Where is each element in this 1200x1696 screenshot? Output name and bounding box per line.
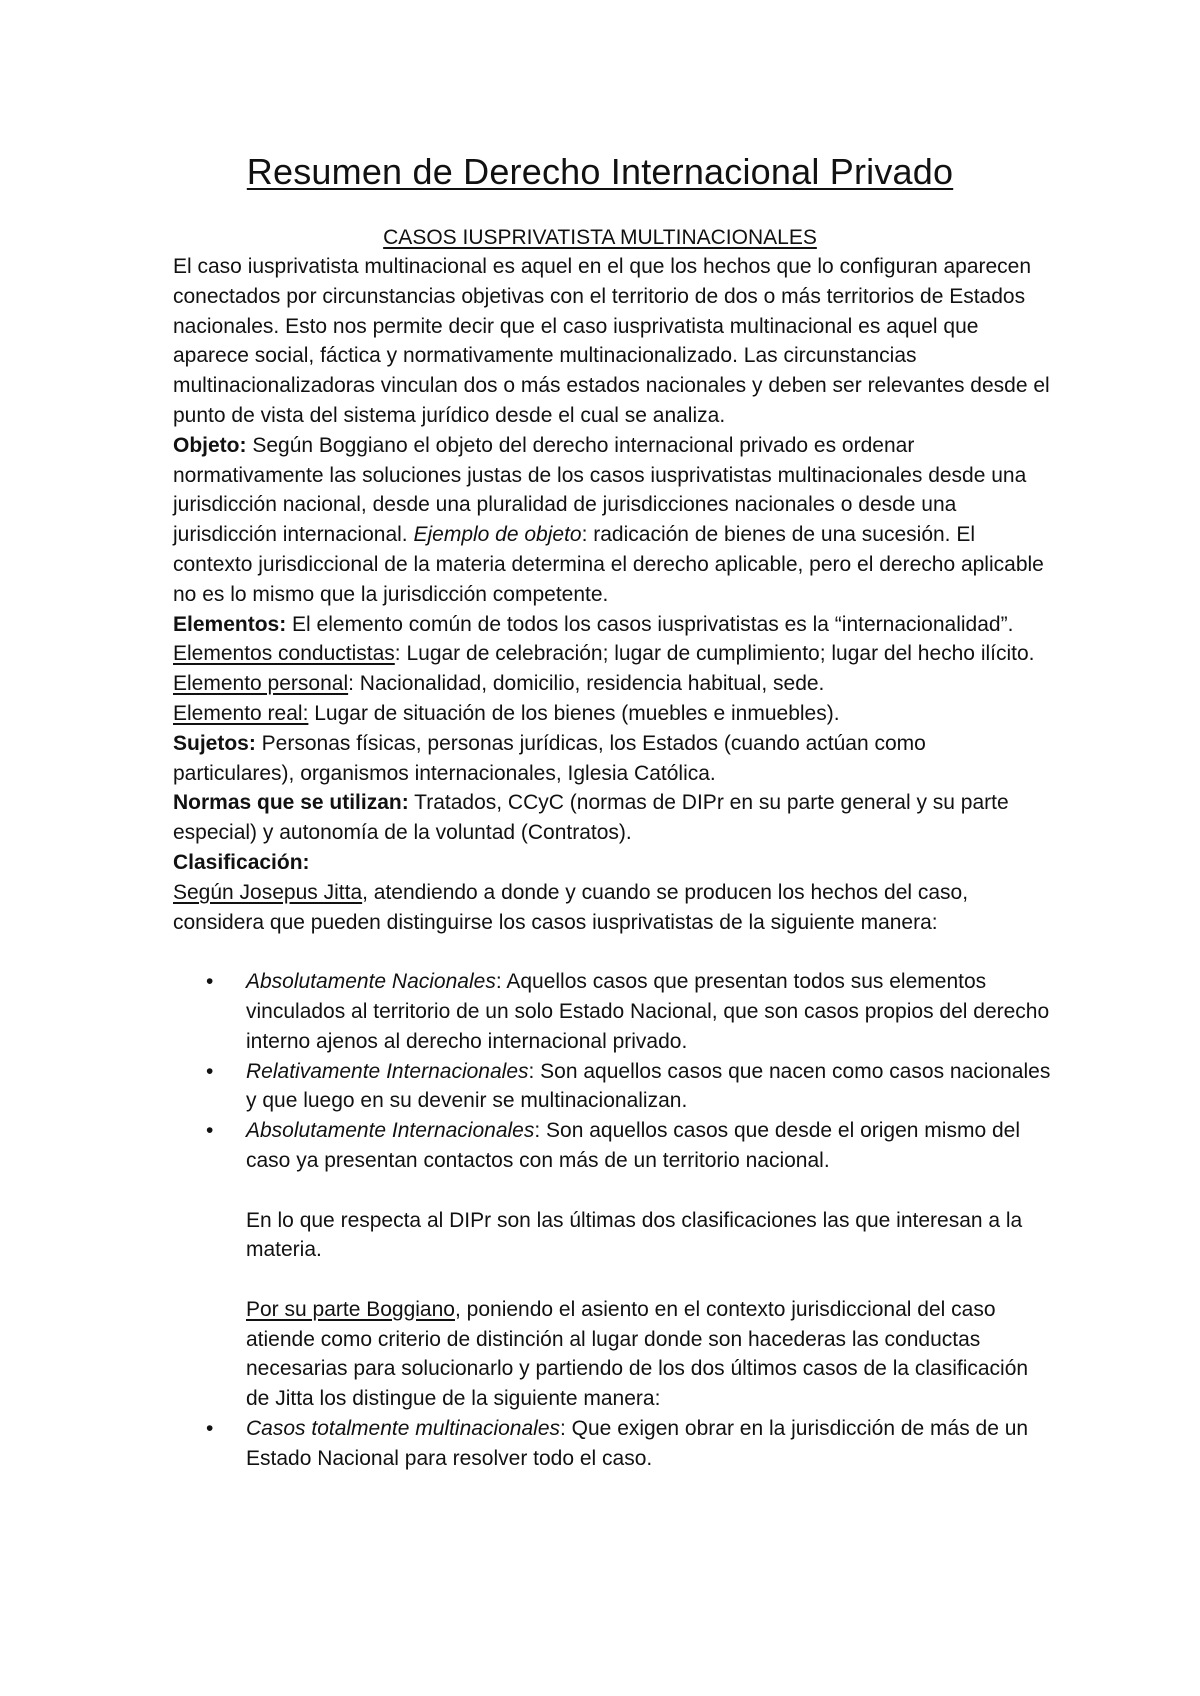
list-item-term: Absolutamente Internacionales [246, 1119, 535, 1143]
clasificacion-heading [173, 848, 1053, 878]
bullet-icon: • [206, 1059, 214, 1083]
bullet-icon: • [206, 970, 214, 994]
document-body [173, 252, 1053, 1474]
list-item-text: : Que exigen obrar en la jurisdicción de más de un Estado Nacional para resolver todo el caso. [246, 1417, 1029, 1470]
boggiano-label: Por su parte Boggiano [246, 1297, 455, 1321]
list-item [173, 1057, 1053, 1117]
bullet-icon: • [206, 1417, 214, 1441]
sujetos-label: Sujetos: [173, 731, 256, 755]
elementos-text: El elemento común de todos los casos iusprivatistas es la “internacionalidad”. [286, 612, 1014, 636]
elementos-conductistas-label: Elementos conductistas [173, 642, 395, 666]
jitta-text: , atendiendo a donde y cuando se producen los hechos del caso, considera que pueden distinguirse los casos iusprivatistas de la siguiente manera: [173, 880, 969, 934]
elementos-conductistas-paragraph [173, 639, 1053, 669]
jitta-paragraph [173, 878, 1053, 938]
objeto-example-label: Ejemplo de objeto [413, 523, 582, 547]
intro-paragraph: El caso iusprivatista multinacional es aquel en el que los hechos que lo configuran aparecen conectados por circunstancias objetivas con el territorio de dos o más territorios de Estados nacionales. Esto nos permite decir que el caso iusprivatista multinacional es aquel que aparece social, fáctica y normativamente multinacionalizado. Las circunstancias multinacionalizadoras vinculan dos o más estados nacionales y deben ser relevantes desde el punto de vista del sistema jurídico desde el cual se analiza. [173, 255, 1050, 427]
list-item-term: Relativamente Internacionales [246, 1059, 529, 1083]
elementos-conductistas-text: : Lugar de celebración; lugar de cumplimiento; lugar del hecho ilícito. [394, 642, 1035, 666]
objeto-text-2: : radicación de bienes de una sucesión. El contexto jurisdiccional de la materia determina el derecho aplicable, pero el derecho aplicable no es lo mismo que la jurisdicción competente. [173, 523, 1044, 606]
list-item [173, 1116, 1053, 1176]
spacer [173, 1265, 1053, 1295]
boggiano-text: , poniendo el asiento en el contexto jurisdiccional del caso atiende como criterio de distinción al lugar donde son hacederas las conductas necesarias para solucionarlo y partiendo de los dos últimos casos de la clasificación de Jitta los distingue de la siguiente manera: [246, 1297, 1029, 1411]
objeto-label: Objeto: [173, 433, 247, 457]
bullet-icon: • [206, 1119, 214, 1143]
list-item-text: : Aquellos casos que presentan todos sus elementos vinculados al territorio de un solo Estado Nacional, que son casos propios del derecho interno ajenos al derecho internacional privado. [246, 970, 1050, 1053]
objeto-paragraph [173, 431, 1053, 610]
elementos-label: Elementos: [173, 612, 287, 636]
normas-text: Tratados, CCyC (normas de DIPr en su parte general y su parte especial) y autonomía de la voluntad (Contratos). [173, 791, 1009, 845]
normas-label: Normas que se utilizan: [173, 791, 409, 815]
clasificacion-label: Clasificación: [173, 850, 310, 874]
jitta-label: Según Josepus Jitta [173, 880, 363, 904]
jitta-classification-list [173, 967, 1053, 1176]
list-item-term: Absolutamente Nacionales [246, 970, 496, 994]
normas-paragraph [173, 788, 1053, 848]
list-item-text: : Son aquellos casos que desde el origen mismo del caso ya presentan contactos con más de un territorio nacional. [246, 1119, 1020, 1172]
elemento-real-text: Lugar de situación de los bienes (muebles e inmuebles). [308, 701, 840, 725]
boggiano-paragraph [173, 1295, 1053, 1414]
elementos-paragraph [173, 610, 1053, 640]
boggiano-classification-list [173, 1414, 1053, 1474]
elemento-personal-paragraph [173, 669, 1053, 699]
list-item [173, 967, 1053, 1056]
list-item [173, 1414, 1053, 1474]
sujetos-text: Personas físicas, personas jurídicas, los Estados (cuando actúan como particulares), organismos internacionales, Iglesia Católica. [173, 731, 926, 785]
list-item-text: : Son aquellos casos que nacen como casos nacionales y que luego en su devenir se multinacionalizan. [246, 1059, 1051, 1113]
elemento-personal-text: : Nacionalidad, domicilio, residencia habitual, sede. [348, 672, 825, 696]
section-heading: CASOS IUSPRIVATISTA MULTINACIONALES [383, 226, 817, 249]
elemento-real-paragraph [173, 699, 1053, 729]
list-item-term: Casos totalmente multinacionales [246, 1417, 560, 1441]
document-title: Resumen de Derecho Internacional Privado [246, 151, 954, 192]
dipr-note-paragraph: En lo que respecta al DIPr son las últimas dos clasificaciones las que interesan a la materia. [246, 1208, 1023, 1262]
elemento-personal-label: Elemento personal [173, 672, 349, 696]
elemento-real-label: Elemento real: [173, 701, 309, 725]
spacer [173, 1176, 1053, 1206]
objeto-text-1: Según Boggiano el objeto del derecho internacional privado es ordenar normativamente las soluciones justas de los casos iusprivatistas multinacionales desde una jurisdicción nacional, desde una pluralidad de jurisdicciones nacionales o desde una jurisdicción internacional. [173, 433, 1027, 547]
sujetos-paragraph [173, 729, 1053, 789]
